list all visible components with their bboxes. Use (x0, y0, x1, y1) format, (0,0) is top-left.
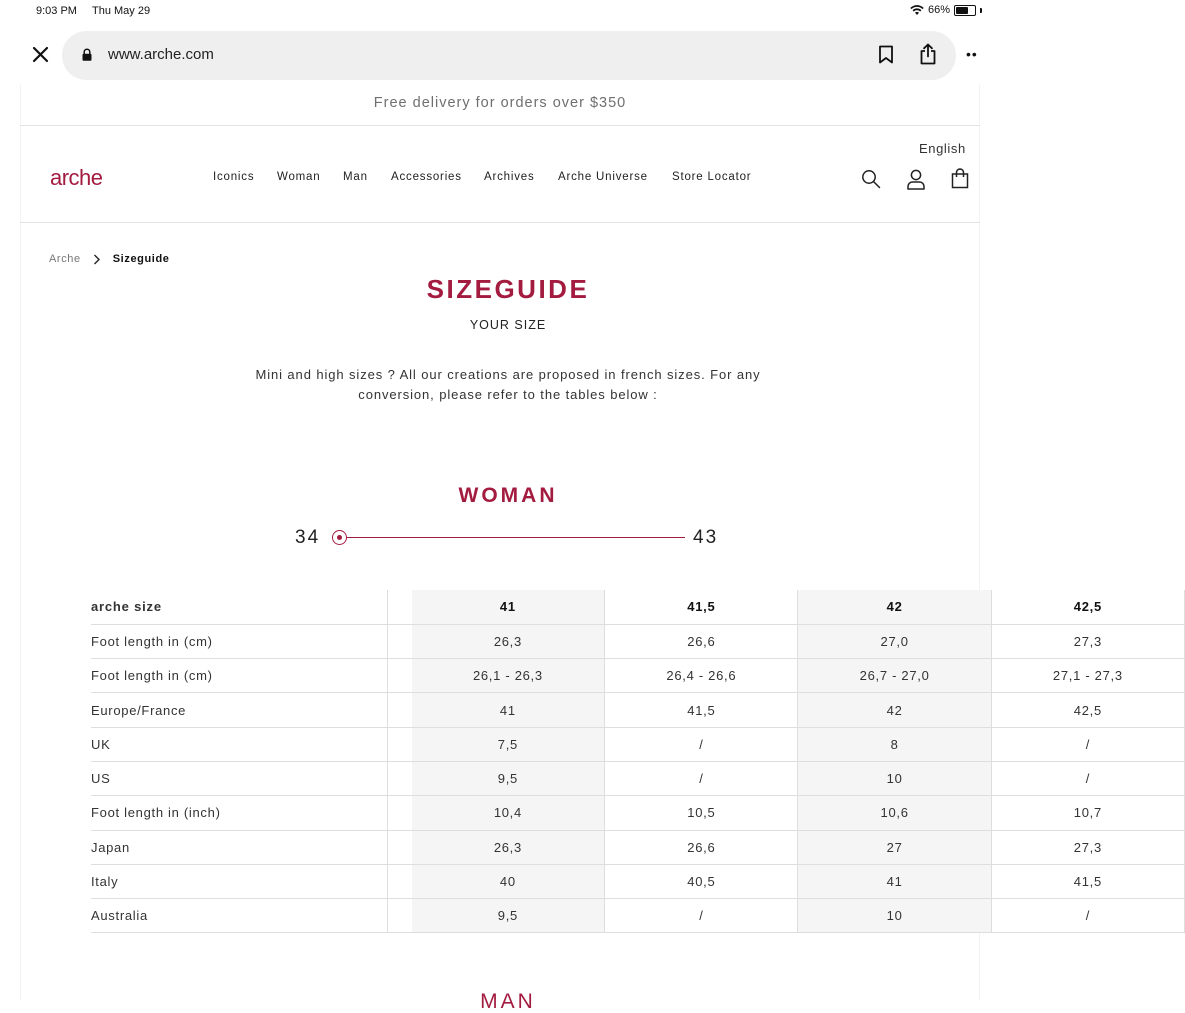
table-spacer (388, 899, 412, 933)
row-label: Foot length in (cm) (91, 659, 388, 693)
table-cell: / (605, 761, 798, 795)
table-cell: 9,5 (412, 899, 605, 933)
row-label: Japan (91, 830, 388, 864)
size-table (91, 590, 1185, 933)
lock-icon (82, 48, 92, 61)
row-label: Europe/France (91, 693, 388, 727)
column-header: 42 (798, 590, 991, 624)
status-date: Thu May 29 (92, 5, 151, 17)
table-spacer (388, 659, 412, 693)
row-label: UK (91, 727, 388, 761)
address-bar[interactable] (62, 31, 956, 80)
main-nav (213, 171, 751, 183)
breadcrumb-current: Sizeguide (112, 253, 170, 265)
table-cell: 27,1 - 27,3 (991, 659, 1184, 693)
bookmark-icon[interactable] (878, 45, 894, 64)
table-cell: 40,5 (605, 864, 798, 898)
size-slider-handle[interactable] (332, 530, 347, 545)
table-cell: / (991, 761, 1184, 795)
table-row (91, 659, 1185, 693)
nav-item-store-locator[interactable]: Store Locator (672, 171, 752, 183)
page-title: SIZEGUIDE (426, 274, 590, 304)
table-row (91, 796, 1185, 830)
nav-item-arche-universe[interactable]: Arche Universe (558, 171, 648, 183)
breadcrumb-home[interactable]: Arche (49, 253, 81, 265)
table-spacer (388, 830, 412, 864)
battery-tip (980, 8, 982, 13)
table-cell: 41 (798, 864, 991, 898)
table-cell: 10,7 (991, 796, 1184, 830)
table-cell: 10 (798, 761, 991, 795)
row-label: Australia (91, 899, 388, 933)
table-cell: / (991, 899, 1184, 933)
table-cell: / (605, 727, 798, 761)
intro-text (240, 365, 776, 405)
arche-logo[interactable]: arche (50, 165, 103, 190)
table-spacer (388, 761, 412, 795)
url-text[interactable]: www.arche.com (108, 46, 214, 63)
section-title-woman: WOMAN (458, 484, 558, 507)
table-cell: 26,6 (605, 830, 798, 864)
divider (20, 222, 980, 223)
row-label: US (91, 761, 388, 795)
battery-icon (954, 5, 976, 16)
table-cell: 9,5 (412, 761, 605, 795)
column-header: 41,5 (605, 590, 798, 624)
table-row (91, 864, 1185, 898)
table-cell: 27,0 (798, 624, 991, 658)
table-row (91, 899, 1185, 933)
more-options-icon[interactable]: •• (966, 46, 978, 62)
table-row (91, 693, 1185, 727)
row-label: Foot length in (cm) (91, 624, 388, 658)
table-cell: 27,3 (991, 830, 1184, 864)
table-cell: 41 (412, 693, 605, 727)
size-range-max: 43 (693, 527, 719, 548)
divider (20, 125, 980, 126)
status-indicators (910, 4, 982, 16)
table-cell: 26,1 - 26,3 (412, 659, 605, 693)
table-cell: 41,5 (605, 693, 798, 727)
table-row (91, 830, 1185, 864)
shopping-bag-icon[interactable] (951, 168, 969, 189)
section-title-man (0, 990, 1016, 1013)
row-label: Foot length in (inch) (91, 796, 388, 830)
search-icon[interactable] (861, 169, 881, 189)
intro-line-2: conversion, please refer to the tables below : (358, 387, 658, 402)
table-header-row (91, 590, 1185, 624)
status-bar (0, 0, 1000, 24)
table-cell: / (605, 899, 798, 933)
section-title-man-text: MAN (480, 990, 536, 1013)
size-slider-track[interactable] (340, 537, 685, 538)
table-cell: 10,4 (412, 796, 605, 830)
nav-item-archives[interactable]: Archives (484, 171, 535, 183)
table-row (91, 727, 1185, 761)
table-cell: 27 (798, 830, 991, 864)
table-spacer (388, 796, 412, 830)
promo-banner: Free delivery for orders over $350 (373, 95, 627, 111)
account-icon[interactable] (906, 169, 926, 190)
wifi-icon (910, 5, 924, 16)
table-header-label: arche size (91, 590, 388, 624)
table-cell: 27,3 (991, 624, 1184, 658)
size-table-scroll[interactable] (91, 590, 1123, 935)
table-cell: 26,3 (412, 830, 605, 864)
table-spacer (388, 624, 412, 658)
table-cell: 26,7 - 27,0 (798, 659, 991, 693)
battery-percent: 66% (927, 4, 950, 16)
table-cell: 42 (798, 693, 991, 727)
size-range-min: 34 (295, 527, 321, 548)
table-row (91, 624, 1185, 658)
row-label: Italy (91, 864, 388, 898)
table-cell: 10,5 (605, 796, 798, 830)
nav-item-woman[interactable]: Woman (277, 171, 321, 183)
battery-level (956, 7, 968, 14)
table-cell: 40 (412, 864, 605, 898)
nav-item-man[interactable]: Man (343, 171, 368, 183)
table-spacer (388, 864, 412, 898)
table-cell: 10,6 (798, 796, 991, 830)
table-spacer (388, 727, 412, 761)
nav-item-iconics[interactable]: Iconics (213, 171, 255, 183)
table-spacer (388, 590, 412, 624)
page-subtitle: YOUR SIZE (469, 318, 547, 332)
status-time: 9:03 PM (36, 5, 77, 17)
table-cell: 8 (798, 727, 991, 761)
table-cell: 42,5 (991, 693, 1184, 727)
table-cell: 7,5 (412, 727, 605, 761)
table-cell: 26,3 (412, 624, 605, 658)
table-cell: / (991, 727, 1184, 761)
column-header: 42,5 (991, 590, 1184, 624)
intro-line-1: Mini and high sizes ? All our creations are proposed in french sizes. For any (255, 367, 761, 382)
table-cell: 26,6 (605, 624, 798, 658)
table-cell: 10 (798, 899, 991, 933)
share-icon[interactable] (919, 43, 937, 65)
table-row (91, 761, 1185, 795)
table-spacer (388, 693, 412, 727)
close-icon[interactable] (30, 43, 52, 67)
table-cell: 41,5 (991, 864, 1184, 898)
chevron-right-icon (93, 254, 101, 265)
table-cell: 26,4 - 26,6 (605, 659, 798, 693)
language-selector[interactable]: English (919, 141, 966, 156)
column-header: 41 (412, 590, 605, 624)
breadcrumb (49, 253, 170, 265)
nav-item-accessories[interactable]: Accessories (391, 171, 462, 183)
